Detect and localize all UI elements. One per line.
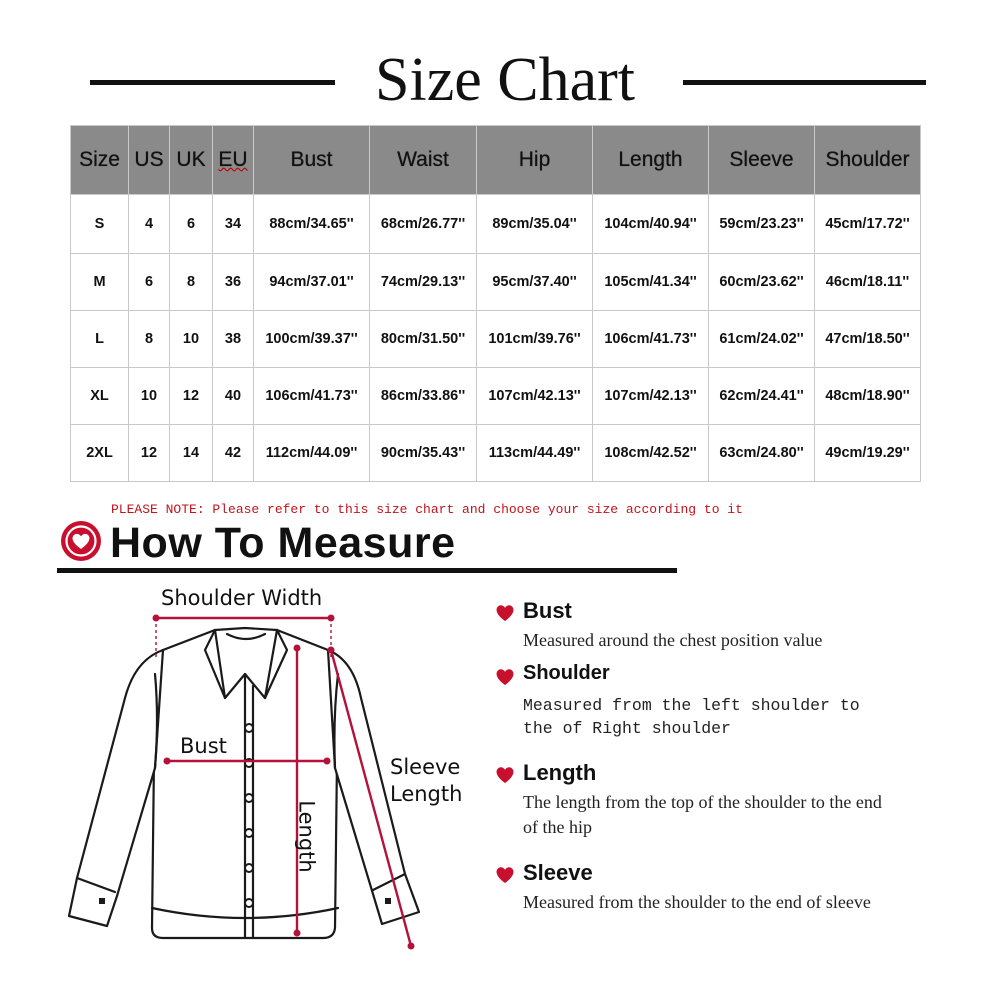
heart-icon: [495, 668, 515, 686]
table-row: [71, 311, 921, 368]
table-cell: 10: [129, 368, 170, 425]
header-eu: [213, 126, 254, 195]
table-cell: 101cm/39.76'': [477, 311, 593, 368]
table-cell: 107cm/42.13'': [593, 368, 709, 425]
table-row: [71, 425, 921, 482]
table-cell: 106cm/41.73'': [254, 368, 370, 425]
table-cell: M: [71, 254, 129, 311]
legend-desc-sleeve: Measured from the shoulder to the end of sleeve: [523, 892, 871, 912]
table-cell: 14: [170, 425, 213, 482]
table-cell: L: [71, 311, 129, 368]
header-hip: Hip: [477, 126, 593, 195]
table-cell: 90cm/35.43'': [370, 425, 477, 482]
title-rule-right: [683, 80, 926, 85]
heart-badge-icon: [60, 520, 102, 562]
table-cell: 63cm/24.80'': [709, 425, 815, 482]
table-cell: 46cm/18.11'': [815, 254, 921, 311]
legend-title-length: Length: [523, 760, 597, 785]
table-cell: 112cm/44.09'': [254, 425, 370, 482]
table-cell: 48cm/18.90'': [815, 368, 921, 425]
table-cell: 60cm/23.62'': [709, 254, 815, 311]
header-eu-label: EU: [218, 148, 248, 171]
table-row: [71, 195, 921, 254]
diagram-label-shoulder-width: Shoulder Width: [161, 586, 323, 610]
legend-title-shoulder: Shoulder: [523, 662, 610, 684]
table-cell: 12: [170, 368, 213, 425]
header-size: Size: [71, 126, 129, 195]
table-cell: 49cm/19.29'': [815, 425, 921, 482]
table-cell: 59cm/23.23'': [709, 195, 815, 254]
heart-icon: [495, 766, 515, 784]
table-cell: 89cm/35.04'': [477, 195, 593, 254]
table-cell: 95cm/37.40'': [477, 254, 593, 311]
table-cell: 61cm/24.02'': [709, 311, 815, 368]
table-cell: 94cm/37.01'': [254, 254, 370, 311]
table-cell: 106cm/41.73'': [593, 311, 709, 368]
table-cell: 100cm/39.37'': [254, 311, 370, 368]
legend-desc-length: The length from the top of the shoulder to the end of the hip: [523, 792, 882, 837]
header-sleeve: Sleeve: [709, 126, 815, 195]
title-rule-left: [90, 80, 335, 85]
table-cell: 108cm/42.52'': [593, 425, 709, 482]
table-cell: 36: [213, 254, 254, 311]
table-cell: 86cm/33.86'': [370, 368, 477, 425]
table-cell: 104cm/40.94'': [593, 195, 709, 254]
size-chart-table: [70, 125, 921, 482]
table-header-row: [71, 126, 921, 195]
legend-desc-bust: Measured around the chest position value: [523, 630, 823, 650]
header-us: US: [129, 126, 170, 195]
table-cell: 2XL: [71, 425, 129, 482]
diagram-label-sleeve-length: Sleeve Length: [390, 755, 463, 806]
table-cell: 6: [129, 254, 170, 311]
table-cell: 40: [213, 368, 254, 425]
table-cell: 47cm/18.50'': [815, 311, 921, 368]
diagram-label-length: Length: [294, 800, 319, 873]
table-cell: 80cm/31.50'': [370, 311, 477, 368]
diagram-label-bust: Bust: [180, 734, 227, 758]
table-cell: 8: [170, 254, 213, 311]
table-cell: 42: [213, 425, 254, 482]
header-bust: Bust: [254, 126, 370, 195]
page-title: Size Chart: [375, 46, 635, 114]
table-cell: XL: [71, 368, 129, 425]
heart-icon: [495, 866, 515, 884]
header-shoulder: Shoulder: [815, 126, 921, 195]
legend-desc-shoulder: Measured from the left shoulder to the of Right shoulder: [523, 696, 860, 738]
table-cell: 6: [170, 195, 213, 254]
table-cell: 107cm/42.13'': [477, 368, 593, 425]
size-note: PLEASE NOTE: Please refer to this size chart and choose your size according to it: [111, 502, 743, 517]
table-cell: 8: [129, 311, 170, 368]
legend-title-sleeve: Sleeve: [523, 860, 593, 885]
table-cell: 68cm/26.77'': [370, 195, 477, 254]
table-row: [71, 254, 921, 311]
table-cell: 34: [213, 195, 254, 254]
header-waist: Waist: [370, 126, 477, 195]
header-length: Length: [593, 126, 709, 195]
table-cell: 74cm/29.13'': [370, 254, 477, 311]
heart-icon: [495, 604, 515, 622]
table-cell: 88cm/34.65'': [254, 195, 370, 254]
table-cell: 38: [213, 311, 254, 368]
table-cell: 105cm/41.34'': [593, 254, 709, 311]
table-cell: 12: [129, 425, 170, 482]
table-row: [71, 368, 921, 425]
how-to-measure-rule: [57, 568, 677, 573]
table-cell: 113cm/44.49'': [477, 425, 593, 482]
legend-title-bust: Bust: [523, 598, 572, 623]
table-cell: 45cm/17.72'': [815, 195, 921, 254]
table-cell: S: [71, 195, 129, 254]
how-to-measure-title: How To Measure: [110, 519, 456, 567]
table-cell: 62cm/24.41'': [709, 368, 815, 425]
table-cell: 4: [129, 195, 170, 254]
table-cell: 10: [170, 311, 213, 368]
header-uk: UK: [170, 126, 213, 195]
